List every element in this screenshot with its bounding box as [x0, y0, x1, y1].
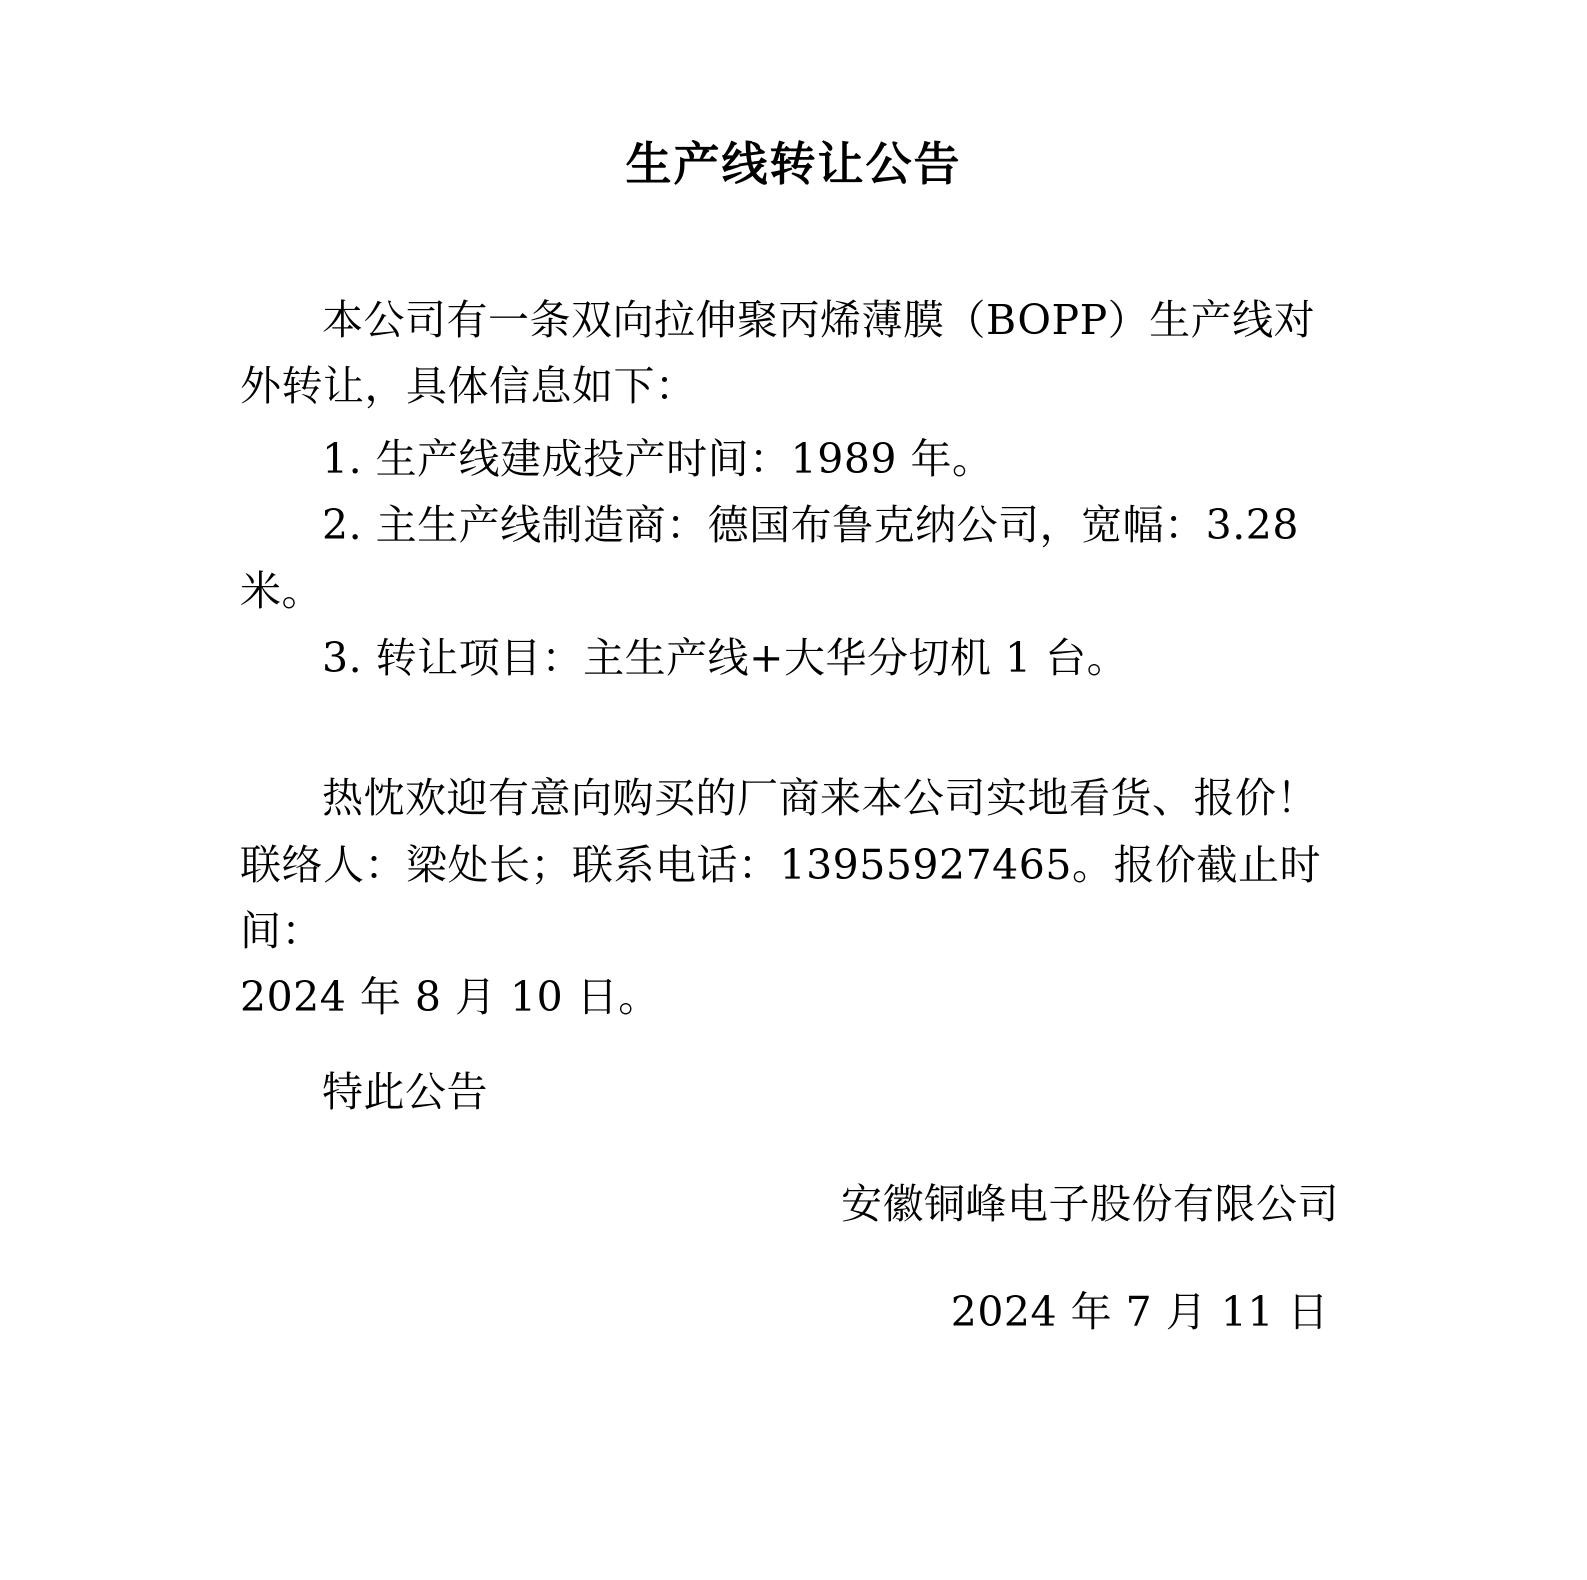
list-item: 2. 主生产线制造商：德国布鲁克纳公司，宽幅：3.28 米。: [240, 501, 1299, 616]
document-body: [240, 287, 1347, 1345]
intro-paragraph: 本公司有一条双向拉伸聚丙烯薄膜（BOPP）生产线对外转让，具体信息如下：: [240, 295, 1316, 411]
contact-section: [240, 765, 1347, 1031]
publish-date: 2024 年 7 月 11 日: [950, 1287, 1329, 1336]
contact-line: 联络人：梁处长；联系电话：13955927465。报价截止时间：: [240, 840, 1321, 956]
special-notice: 特此公告: [322, 1067, 488, 1116]
announcement-page: [0, 135, 1587, 1580]
deadline-line: 2024 年 8 月 10 日。: [240, 973, 660, 1022]
list-item: 3. 转让项目：主生产线+大华分切机 1 台。: [322, 633, 1129, 682]
page-title: 生产线转让公告: [625, 137, 962, 191]
company-name: 安徽铜峰电子股份有限公司: [841, 1180, 1339, 1229]
transfer-details-list: [240, 426, 1347, 692]
list-item: 1. 生产线建成投产时间：1989 年。: [322, 434, 994, 483]
welcome-paragraph: 热忱欢迎有意向购买的厂商来本公司实地看货、报价！: [322, 774, 1318, 823]
